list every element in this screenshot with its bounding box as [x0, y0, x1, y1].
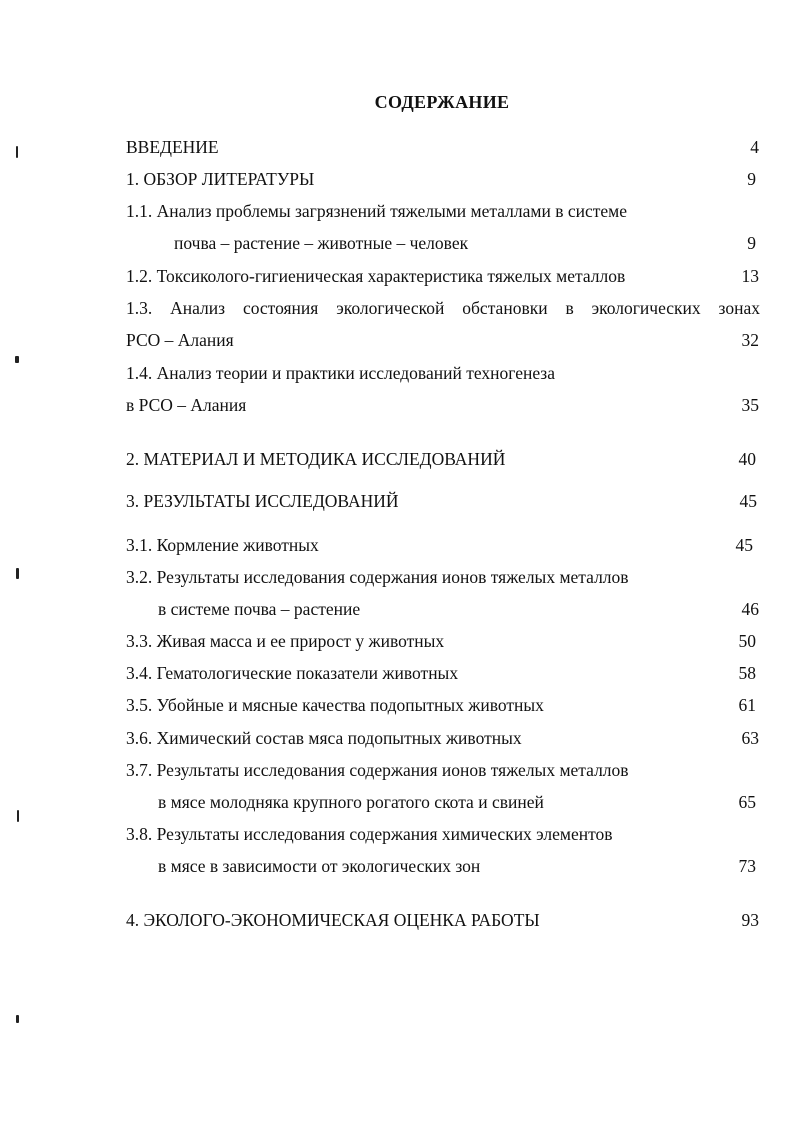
toc-entry-chapter-3: 3. РЕЗУЛЬТАТЫ ИССЛЕДОВАНИЙ — [126, 491, 399, 511]
toc-page-chapter-3: 45 — [739, 491, 757, 511]
toc-entry-section-1-1: 1.1. Анализ проблемы загрязнений тяжелыми металлами в системе — [126, 201, 628, 221]
toc-page-section-3-7: 65 — [738, 792, 756, 812]
toc-entry-section-3-5: 3.5. Убойные и мясные качества подопытных животных — [126, 695, 544, 715]
toc-page-section-3-2: 46 — [741, 599, 759, 619]
toc-entry-chapter-2: 2. МАТЕРИАЛ И МЕТОДИКА ИССЛЕДОВАНИЙ — [126, 449, 506, 469]
toc-page-chapter-4: 93 — [741, 910, 759, 930]
scan-mark — [16, 568, 19, 579]
toc-page-section-3-1: 45 — [735, 535, 753, 555]
scan-mark — [17, 810, 19, 822]
scan-mark — [16, 146, 18, 158]
toc-page-section-3-4: 58 — [738, 663, 756, 683]
toc-page-section-3-8: 73 — [738, 856, 756, 876]
toc-entry-section-3-3: 3.3. Живая масса и ее прирост у животных — [126, 631, 445, 651]
toc-entry-section-1-1-cont: почва – растение – животные – человек — [174, 233, 469, 253]
toc-page-section-1-4: 35 — [741, 395, 759, 415]
toc-entry-section-1-4-cont: в РСО – Алания — [126, 395, 247, 415]
toc-page-section-1-1: 9 — [747, 233, 756, 253]
page-title: СОДЕРЖАНИЕ — [374, 92, 510, 112]
toc-page-section-1-2: 13 — [741, 266, 759, 286]
toc-entry-section-3-2-cont: в системе почва – растение — [158, 599, 361, 619]
toc-page-section-3-3: 50 — [738, 631, 756, 651]
toc-entry-section-3-6: 3.6. Химический состав мяса подопытных животных — [126, 728, 522, 748]
toc-page-section-3-6: 63 — [741, 728, 759, 748]
toc-entry-section-3-1: 3.1. Кормление животных — [126, 535, 319, 555]
toc-page-chapter-1: 9 — [747, 169, 756, 189]
toc-entry-section-1-3-cont: РСО – Алания — [126, 330, 234, 350]
toc-page-section-1-3: 32 — [741, 330, 759, 350]
toc-entry-section-3-4: 3.4. Гематологические показатели животных — [126, 663, 459, 683]
toc-entry-section-3-7: 3.7. Результаты исследования содержания ионов тяжелых металлов — [126, 760, 629, 780]
toc-entry-section-3-2: 3.2. Результаты исследования содержания ионов тяжелых металлов — [126, 567, 629, 587]
toc-entry-intro: ВВЕДЕНИЕ — [126, 137, 219, 157]
toc-page-intro: 4 — [750, 137, 759, 157]
toc-entry-section-1-2: 1.2. Токсиколого-гигиеническая характеристика тяжелых металлов — [126, 266, 626, 286]
toc-page-chapter-2: 40 — [738, 449, 756, 469]
toc-entry-chapter-1: 1. ОБЗОР ЛИТЕРАТУРЫ — [126, 169, 315, 189]
scan-mark — [16, 1015, 19, 1023]
toc-entry-section-1-3: 1.3. Анализ состояния экологической обстановки в экологических зонах — [126, 298, 760, 318]
toc-entry-section-3-8: 3.8. Результаты исследования содержания химических элементов — [126, 824, 613, 844]
toc-entry-section-3-8-cont: в мясе в зависимости от экологических зон — [158, 856, 481, 876]
scan-mark — [15, 356, 19, 363]
toc-entry-chapter-4: 4. ЭКОЛОГО-ЭКОНОМИЧЕСКАЯ ОЦЕНКА РАБОТЫ — [126, 910, 540, 930]
toc-page-section-3-5: 61 — [738, 695, 756, 715]
toc-entry-section-3-7-cont: в мясе молодняка крупного рогатого скота и свиней — [158, 792, 544, 812]
toc-entry-section-1-4: 1.4. Анализ теории и практики исследований техногенеза — [126, 363, 555, 383]
